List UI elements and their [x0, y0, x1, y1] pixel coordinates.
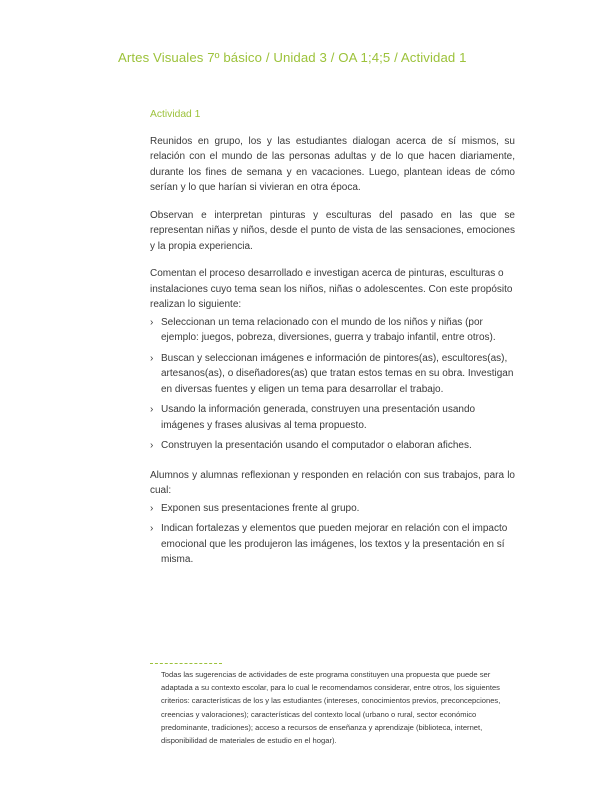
bullet-chevron-icon: ›: [150, 440, 154, 451]
list-item-text: Seleccionan un tema relacionado con el mundo de los niños y niñas (por ejemplo: juegos, pobreza, diversiones, guerra y trabajo infantil, entre otros).: [161, 316, 496, 343]
list-item-text: Indican fortalezas y elementos que pueden mejorar en relación con el impacto emocional que les produjeron las imágenes, los textos y la presentación en sí misma.: [161, 523, 508, 565]
activity-label: Actividad 1: [150, 109, 201, 120]
footnote-divider: [150, 663, 222, 664]
list-item-text: Buscan y seleccionan imágenes e información de pintores(as), escultores(as), artesanos(as), o diseñadores(as) que tratan estos temas en su obra. Investigan en diversas fuentes y eligen un tema para desarrollar el trabajo.: [161, 352, 514, 395]
footnote: Todas las sugerencias de actividades de este programa constituyen una propuesta que puede ser adaptada a su contexto escolar, para lo cual le recomendamos considerar, entre otros, los siguientes criterios: características de los y las estudiantes (intereses, conocimientos previos, preconcepciones, creencias y valoraciones); características del contexto local (urbano o rural, sector económico predominante, tradiciones); acceso a recursos de enseñanza y aprendizaje (biblioteca, internet, disponibilidad de materiales de estudio en el hogar).: [161, 670, 501, 746]
list-item-text: Construyen la presentación usando el computador o elaboran afiches.: [161, 440, 472, 451]
list-item: [150, 501, 515, 517]
research-section: [150, 266, 515, 454]
activity-paragraph-3: Comentan el proceso desarrollado e investigan acerca de pinturas, esculturas o instalaciones cuyo tema sean los niños, niñas o adolescentes. Con este propósito realizan lo siguiente:: [150, 268, 513, 310]
bullet-chevron-icon: ›: [150, 404, 154, 415]
list-item-text: Exponen sus presentaciones frente al grupo.: [161, 502, 360, 514]
list-item: [150, 315, 515, 346]
bullet-chevron-icon: ›: [150, 352, 154, 364]
activity-paragraph-1: Reunidos en grupo, los y las estudiantes dialogan acerca de sí mismos, su relación con el mundo de las personas adultas y de lo que hacen diariamente, durante los fines de semana y en vacaciones. Luego, plantean ideas de cómo serían y lo que harían si vivieran en otra época.: [150, 135, 515, 193]
list-item: [150, 402, 515, 433]
list-item-text: Usando la información generada, construyen una presentación usando imágenes y frases alusivas al tema propuesto.: [161, 404, 476, 431]
activity-content: [150, 107, 515, 582]
page-title: Artes Visuales 7º básico / Unidad 3 / OA 1;4;5 / Actividad 1: [118, 50, 467, 65]
activity-paragraph-2: Observan e interpretan pinturas y esculturas del pasado en las que se representan niñas y niños, desde el punto de vista de las sensaciones, emociones y la propia experiencia.: [150, 209, 515, 252]
activity-paragraph-4: Alumnos y alumnas reflexionan y responden en relación con sus trabajos, para lo cual:: [150, 469, 515, 496]
list-item: [150, 351, 515, 398]
reflection-section: [150, 468, 515, 568]
bullet-chevron-icon: ›: [150, 316, 154, 328]
list-item: [150, 438, 515, 454]
list-item: [150, 521, 515, 568]
bullet-chevron-icon: ›: [150, 523, 154, 534]
bullet-chevron-icon: ›: [150, 502, 154, 514]
